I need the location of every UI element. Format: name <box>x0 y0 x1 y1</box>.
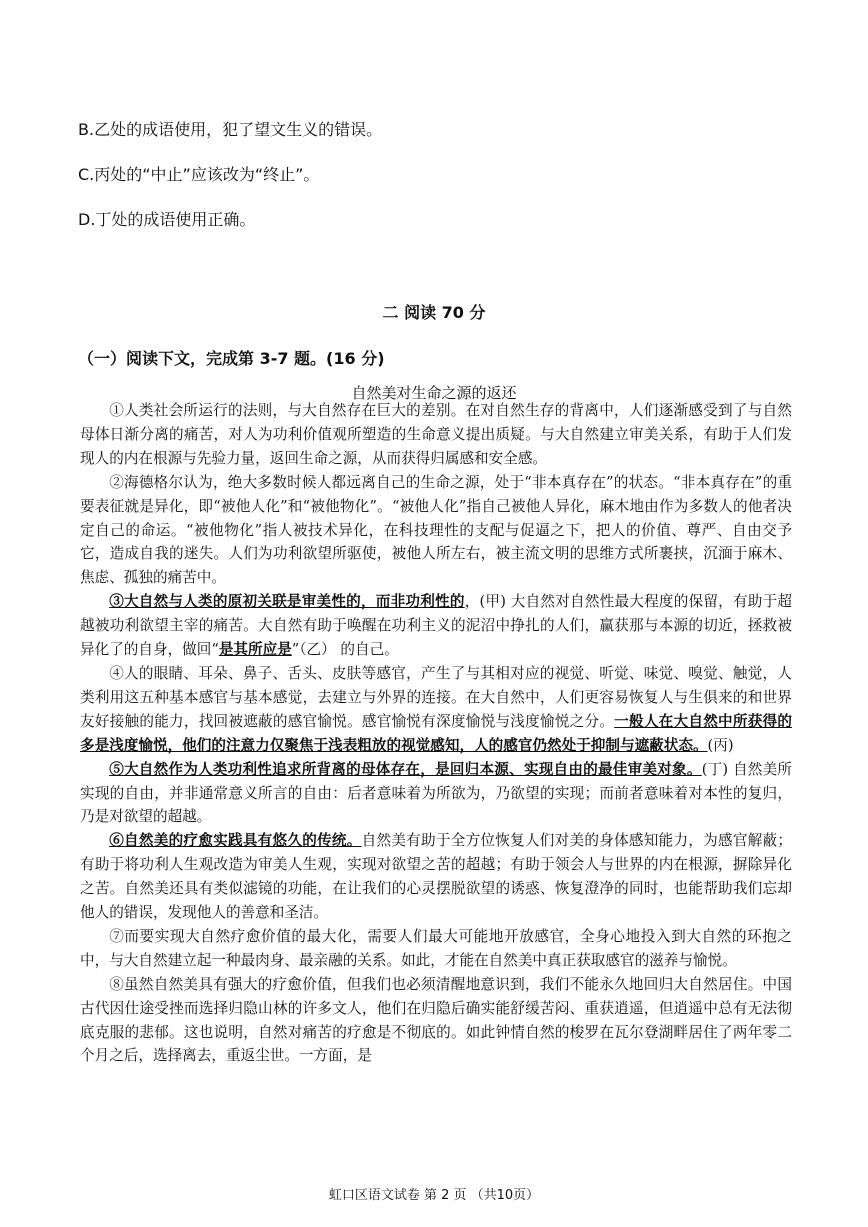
paragraph-2: ②海德格尔认为，绝大多数时候人都远离自己的生命之源，处于“非本真存在”的状态。“非本真存在”的重要表征就是异化，即“被他人化”和“被他物化”。“被他人化”指自己被他人异化，麻木地由作为多数人的他者决定自己的命运。“被他物化”指人被技术异化，在科技理性的支配与促逼之下，把人的价值、尊严、自由交予它，造成自我的迷失。人们为功利欲望所驱使，被他人所左右，被主流文明的思维方式所裹挟，沉湎于麻木、焦虑、孤独的痛苦中。 <box>80 473 792 587</box>
article-title: 自然美对生命之源的返还 <box>351 384 517 402</box>
paragraph-4-text-b: (丙) <box>707 736 734 754</box>
underline-ding: ⑤大自然作为人类功利性追求所背离的母体存在，是回归本源、实现自由的最佳审美对象。 <box>109 760 702 778</box>
paragraph-4-text-a: ④人的眼睛、耳朵、鼻子、舌头、皮肤等感官，产生了与其相对应的视觉、听觉、味觉、嗅觉、触觉，人类利用这五种基本感官与基本感觉，去建立与外界的连接。在大自然中，人们更容易恢复人与生俱来的和世界友好接触的能力，找回被遮蔽的感官愉悦。感官愉悦有深度愉悦与浅度愉悦之分。 <box>80 664 792 730</box>
article-body <box>80 399 792 1068</box>
paragraph-8: ⑧虽然自然美具有强大的疗愈价值，但我们也必须清醒地意识到，我们不能永久地回归大自然居住。中国古代因仕途受挫而选择归隐山林的许多文人，他们在归隐后确实能舒缓苦闷、重获逍遥，但逍遥中总有无法彻底克服的悲郁。这也说明，自然对痛苦的疗愈是不彻底的。如此钟情自然的梭罗在瓦尔登湖畔居住了两年零二个月之后，选择离去，重返尘世。一方面，是 <box>80 975 792 1065</box>
page-footer: 虹口区语文试卷 第 2 页 （共10页） <box>328 1188 540 1203</box>
question-header: （一）阅读下文，完成第 3-7 题。(16 分) <box>78 349 385 368</box>
underline-bing: 一般人在大自然中所获得的多是浅度愉悦，他们的注意力仅聚焦于浅表粗放的视觉感知，人的感官仍然处于抑制与遮蔽状态。 <box>80 712 792 754</box>
paragraph-3 <box>80 590 792 662</box>
paragraph-6 <box>80 829 792 925</box>
paragraph-4 <box>80 662 792 758</box>
paragraph-6-text: 自然美有助于全方位恢复人们对美的身体感知能力，为感官解蔽；有助于将功利人生观改造为审美人生观，实现对欲望之苦的超越；有助于领会人与世界的内在根源，摒除异化之苦。自然美还具有类似滤镜的功能，在让我们的心灵摆脱欲望的诱惑、恢复澄净的同时，也能帮助我们忘却他人的错误，发现他人的善意和圣洁。 <box>80 832 792 922</box>
paragraph-5 <box>80 758 792 830</box>
option-d: D.丁处的成语使用正确。 <box>78 210 256 229</box>
option-c: C.丙处的“中止”应该改为“终止”。 <box>78 165 320 184</box>
option-b: B.乙处的成语使用，犯了望文生义的错误。 <box>78 120 383 139</box>
paragraph-7: ⑦而要实现大自然疗愈价值的最大化，需要人们最大可能地开放感官，全身心地投入到大自然的环抱之中，与大自然建立起一种最肉身、最亲融的关系。如此，才能在自然美中真正获取感官的滋养与愉悦。 <box>80 927 792 969</box>
underline-yi: 是其所应是 <box>218 641 292 659</box>
paragraph-5-text: (丁) 自然美所实现的自由，并非通常意义所言的自由：后者意味着为所欲为，乃欲望的实现；而前者意味着对本性的复归，乃是对欲望的超越。 <box>80 760 792 826</box>
underline-jia: ③大自然与人类的原初关联是审美性的，而非功利性的 <box>109 593 465 611</box>
paragraph-1: ①人类社会所运行的法则，与大自然存在巨大的差别。在对自然生存的背离中，人们逐渐感受到了与自然母体日渐分离的痛苦，对人为功利价值观所塑造的生命意义提出质疑。与大自然建立审美关系，有助于人们发现人的内在根源与先验力量，返回生命之源，从而获得归属感和安全感。 <box>80 402 792 467</box>
underline-6: ⑥自然美的疗愈实践具有悠久的传统。 <box>109 832 362 850</box>
paragraph-3-text-a: ，(甲) 大自然对自然性最大程度的保留，有助于超越被功利欲望主宰的痛苦。大自然有助于唤醒在功利主义的泥沼中挣扎的人们，赢获那与本源的切近，拯救被异化了的自身，做回“ <box>80 593 792 659</box>
section-title: 二 阅读 70 分 <box>382 303 486 322</box>
paragraph-3-text-b: ”（乙） 的自己。 <box>291 641 399 659</box>
